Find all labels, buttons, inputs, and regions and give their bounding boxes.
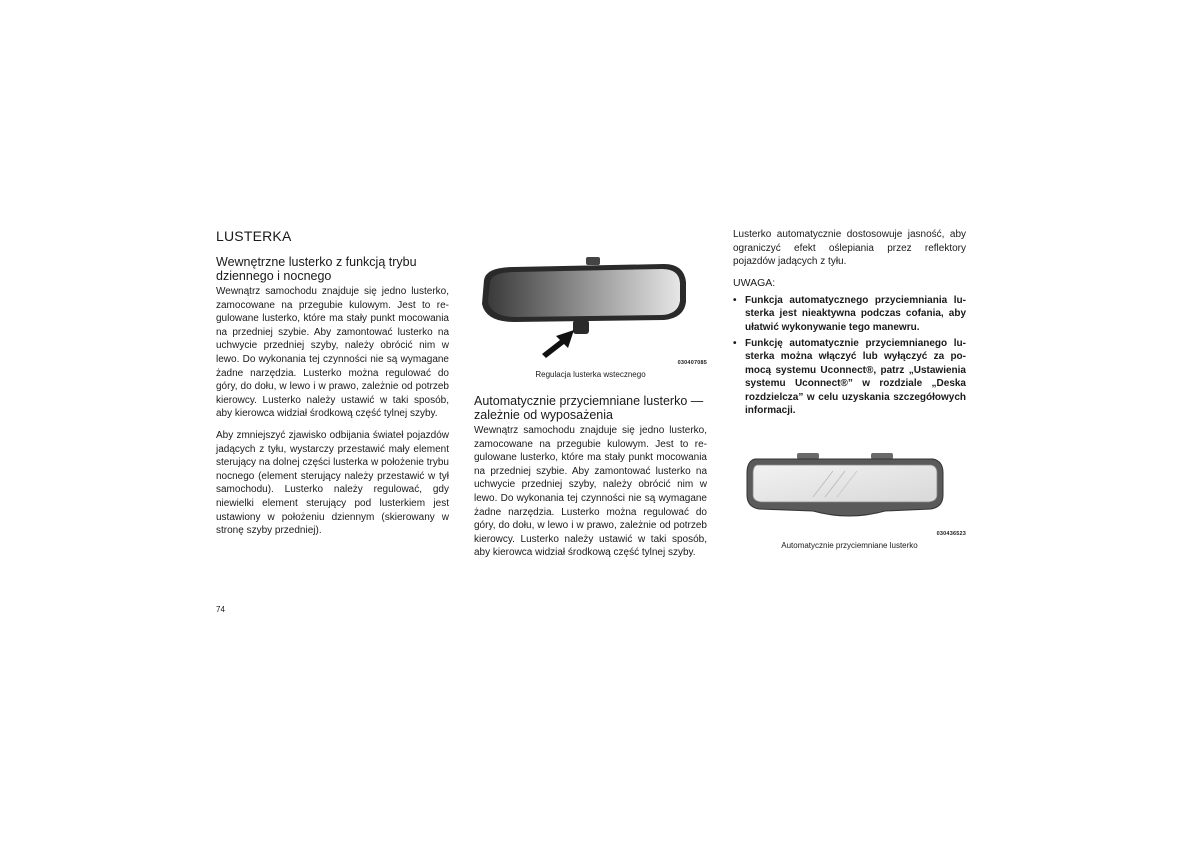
paragraph-auto-brightness: Lusterko automatycznie dostosowuje jasność, aby ograniczyć efekt oślepiania przez reflektory pojazdów jadących z tyłu. [733, 229, 966, 268]
page-number: 74 [216, 605, 225, 614]
paragraph-auto-dimming-mirror: Wewnątrz samochodu znajduje się jedno lusterko, zamocowane na przegubie kulowym. Jest to regulowane lusterko, które ma stały punkt mocowania na przedniej szybie. Aby zamontować lusterko na uchwycie przedniej szyby, należy obrócić nim w lewo. Do wykonania tej czynności nie są wymagane żadne narzędzia. Lusterko można regulować do góry, do dołu, w lewo i w prawo, zależnie od potrzeb kierowcy. Lusterko należy ustawić w taki sposób, aby kierowca widział środkową część tylnej szyby. [474, 425, 707, 559]
figure-caption: Regulacja lusterka wstecznego [535, 370, 646, 379]
subsection-title-auto-dimming: Automatycznie przyciemniane lusterko — zależnie od wyposażenia [474, 394, 704, 422]
figure-rearview-mirror [474, 252, 707, 379]
rearview-mirror-illustration [474, 252, 707, 360]
figure-caption: Automatycznie przyciemniane lusterko [781, 541, 918, 551]
subsection-title-day-night-mirror: Wewnętrzne lusterko z funkcją trybu dziennego i nocnego [216, 255, 417, 283]
column-middle [474, 252, 707, 568]
note-list [733, 294, 966, 418]
paragraph-mirror-adjustment: Wewnątrz samochodu znajduje się jedno lusterko, zamocowane na przegubie kulowym. Jest to regulowane lusterko, które ma stały punkt mocowania na przedniej szybie. Aby zamontować lusterko na uchwycie przedniej szyby, należy obrócić nim w lewo. Do wykonania tej czynności nie są wymagane żadne narzędzia. Lusterko można regulować do góry, do dołu, w lewo i w prawo, zależnie od potrzeb kierowcy. Lusterko należy ustawić w taki sposób, aby kierowca widział środkową część tylnej szyby. [216, 286, 449, 420]
figure-code: 030407085 [677, 360, 707, 366]
auto-dimming-mirror-illustration [733, 451, 966, 531]
paragraph-night-mode: Aby zmniejszyć zjawisko odbijania świateł pojazdów jadących z tyłu, wystarczy przestawić mały element sterujący na dolnej części lusterka w położenie trybu nocnego (element sterujący należy przestawić w tył samochodu). Lusterko należy regulować, gdy niewielki element sterujący pod lusterkiem jest ustawiony w położeniu dziennym (skierowany w stronę szyby przedniej). [216, 429, 449, 537]
note-item: • Funkcja automatycznego przyciemniania lusterka jest nieaktywna podczas cofania, aby ułatwić wykonywanie tego manewru. [733, 294, 966, 334]
note-item: • Funkcję automatycznie przyciemnianego lusterka można włączyć lub wyłączyć za pomocą systemu Uconnect®, patrz „Ustawienia systemu Uconnect®” w rozdziale „Deska rozdzielcza” w celu uzyskania szczegółowych informacji. [733, 337, 966, 417]
note-title: UWAGA: [733, 276, 776, 289]
figure-code: 030436523 [936, 531, 966, 538]
figure-auto-dimming-mirror [733, 451, 966, 550]
section-title: LUSTERKA [216, 228, 292, 244]
column-right [733, 228, 966, 550]
column-left [216, 228, 449, 546]
